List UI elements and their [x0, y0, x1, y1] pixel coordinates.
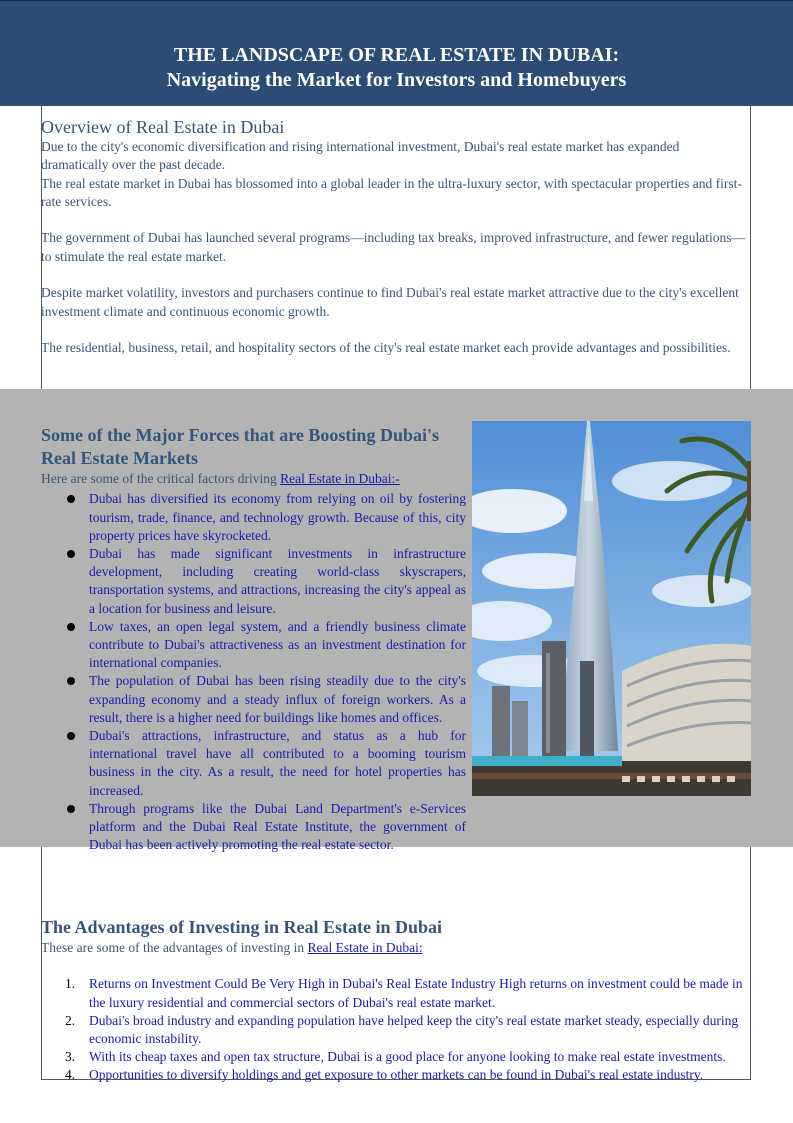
list-item	[41, 672, 466, 727]
forces-heading: Some of the Major Forces that are Boosting Dubai's Real Estate Markets	[41, 425, 439, 468]
bullet-text: Low taxes, an open legal system, and a friendly business climate contribute to Dubai's attractiveness as an investment destination for international companies.	[89, 618, 466, 671]
bullet-dot-icon	[67, 677, 75, 685]
title-line-1: THE LANDSCAPE OF REAL ESTATE IN DUBAI:	[173, 44, 620, 66]
overview-paragraph: The real estate market in Dubai has blossomed into a global leader in the ultra-luxury sector, with spectacular properties and first-rate services.	[41, 175, 742, 209]
title-line-2: Navigating the Market for Investors and Homebuyers	[166, 69, 627, 91]
bullet-dot-icon	[67, 623, 75, 631]
real-estate-dubai-link[interactable]: Real Estate in Dubai:	[307, 940, 423, 955]
list-item	[41, 1048, 753, 1066]
advantages-intro-text: These are some of the advantages of investing in	[41, 940, 308, 955]
bullet-dot-icon	[67, 495, 75, 503]
list-item	[41, 1012, 753, 1048]
bullet-text: Dubai has diversified its economy from relying on oil by fostering tourism, trade, finance, and technology growth. Because of this, city property prices have skyrocketed.	[89, 491, 466, 543]
overview-paragraph: The residential, business, retail, and hospitality sectors of the city's real estate market each provide advantages and possibilities.	[41, 340, 731, 356]
real-estate-dubai-link[interactable]: Real Estate in Dubai:-	[280, 471, 400, 486]
page-header	[0, 0, 793, 106]
overview-paragraph: The government of Dubai has launched several programs—including tax breaks, improved infrastructure, and fewer regulations—to stimulate the real estate market.	[41, 230, 746, 264]
bullet-text: Through programs like the Dubai Land Department's e-Services platform and the Dubai Real Estate Institute, the government of Dubai has been actively promoting the real estate sector.	[89, 800, 466, 853]
list-item-text: Returns on Investment Could Be Very High in Dubai's Real Estate Industry High returns on investment could be made in the luxury residential and commercial sectors of Dubai's real estate market.	[89, 976, 743, 1010]
bullet-text: Dubai has made significant investments in infrastructure development, including creating world-class skyscrapers, transportation systems, and attractions, increasing the city's appeal as a location for business and leisure.	[89, 545, 466, 616]
bullet-text: Dubai's attractions, infrastructure, and status as a hub for international travel have all contributed to a booming tourism business in the city. As a result, the need for hotel properties has increased.	[89, 727, 466, 798]
advantages-intro	[41, 939, 753, 957]
advantages-numbered-list	[41, 975, 753, 1084]
list-item	[41, 545, 466, 618]
overview-paragraph: Despite market volatility, investors and purchasers continue to find Dubai's real estate market attractive due to the city's excellent investment climate and continuous economic growth.	[41, 285, 739, 319]
forces-section	[41, 424, 466, 854]
overview-section	[41, 116, 753, 358]
list-item-text: Opportunities to diversify holdings and get exposure to other markets can be found in Dubai's real estate industry.	[89, 1067, 704, 1083]
overview-line-1: Due to the city's economic diversification and rising international investment, Dubai's real estate market has expanded	[41, 139, 680, 154]
forces-intro-text: Here are some of the critical factors driving	[41, 471, 281, 486]
bullet-dot-icon	[67, 550, 75, 558]
bullet-text: The population of Dubai has been rising steadily due to the city's expanding economy and a steady influx of foreign workers. As a result, there is a higher need for buildings like homes and offices.	[89, 673, 466, 725]
document-title	[0, 1, 793, 93]
advantages-heading: The Advantages of Investing in Real Estate in Dubai	[41, 917, 443, 937]
list-item	[41, 800, 466, 855]
burj-khalifa-photo	[472, 421, 751, 796]
list-number: 1.	[65, 976, 76, 992]
forces-bullet-list	[41, 490, 466, 854]
advantages-section	[41, 916, 753, 1085]
bullet-dot-icon	[67, 732, 75, 740]
list-number: 3.	[65, 1049, 76, 1065]
list-item	[41, 1066, 753, 1084]
overview-line-2: dramatically over the past decade.	[41, 157, 226, 173]
list-item-text: Dubai's broad industry and expanding population have helped keep the city's real estate market steady, especially during economic instability.	[89, 1012, 739, 1046]
forces-intro	[41, 470, 466, 488]
list-number: 4.	[65, 1067, 76, 1083]
bullet-dot-icon	[67, 805, 75, 813]
list-item-text: With its cheap taxes and open tax structure, Dubai is a good place for anyone looking to make real estate investments.	[89, 1049, 726, 1065]
list-item	[41, 727, 466, 800]
list-item	[41, 490, 466, 545]
list-item	[41, 975, 753, 1011]
overview-heading: Overview of Real Estate in Dubai	[41, 117, 285, 137]
list-number: 2.	[65, 1012, 76, 1028]
list-item	[41, 618, 466, 673]
